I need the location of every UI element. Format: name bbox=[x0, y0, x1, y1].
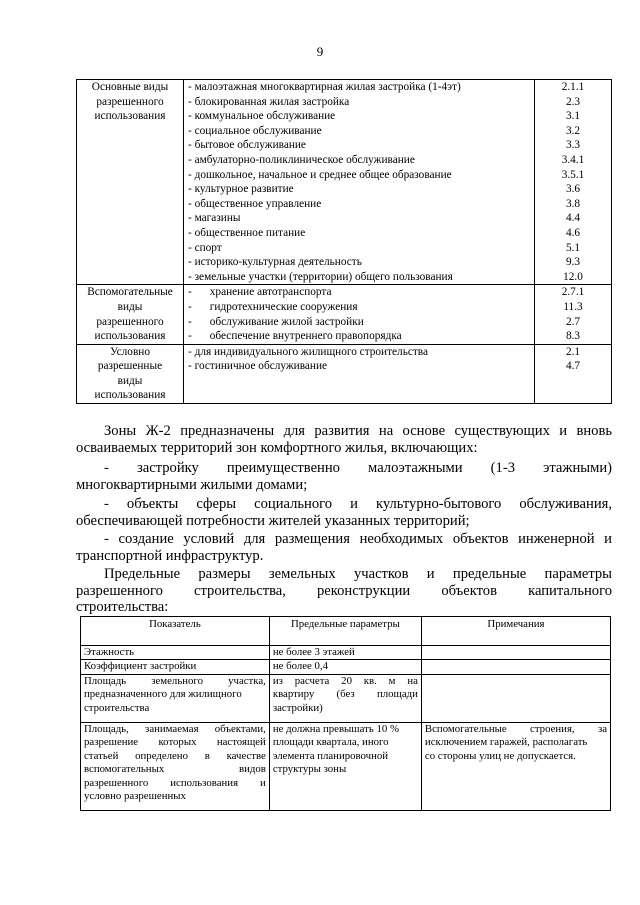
list-item: - блокированная жилая застройка bbox=[188, 95, 350, 108]
zone-item-paragraph bbox=[76, 460, 612, 493]
list-item-text: обслуживание жилой застройки bbox=[209, 315, 364, 328]
text-line: многоквартирными жилыми домами; bbox=[76, 476, 308, 493]
zone-item-paragraph bbox=[76, 496, 612, 529]
cell-line: вспомогательных видов bbox=[84, 763, 266, 776]
cell-line: Этажность bbox=[84, 646, 135, 658]
cell-line: Площадь земельного участка, bbox=[84, 674, 266, 687]
usage-code: 3.1 bbox=[565, 110, 581, 123]
text-line: строительства: bbox=[76, 599, 169, 616]
list-item: - дошкольное, начальное и среднее общее образование bbox=[188, 168, 452, 181]
indicator-cell bbox=[81, 674, 270, 722]
zone-usage-table bbox=[76, 79, 612, 404]
table-row bbox=[77, 80, 612, 285]
cell-line: со стороны улиц не допускается. bbox=[424, 749, 576, 762]
indicator-cell bbox=[81, 723, 270, 811]
list-item: - амбулаторно-поликлиническое обслуживание bbox=[188, 153, 415, 166]
category-line: разрешенного bbox=[96, 95, 164, 108]
usage-code: 3.4.1 bbox=[561, 153, 585, 166]
table-row bbox=[81, 660, 611, 674]
usage-code: 4.6 bbox=[565, 226, 581, 239]
text-line: - создание условий для размещения необходимых объектов инженерной и bbox=[104, 531, 612, 547]
list-item-text: гидротехнические сооружения bbox=[209, 300, 358, 313]
page-number: 9 bbox=[316, 44, 324, 59]
list-item: - общественное управление bbox=[188, 197, 322, 210]
list-item-text: обеспечение внутреннего правопорядка bbox=[209, 330, 402, 343]
list-item: - общественное питание bbox=[188, 226, 306, 239]
category-line: Вспомогательные bbox=[87, 286, 173, 299]
note-cell bbox=[421, 660, 610, 674]
usage-code: 12.0 bbox=[563, 270, 583, 283]
zone-item-paragraph bbox=[76, 531, 612, 564]
usage-code: 4.7 bbox=[565, 360, 581, 373]
usage-code: 2.1 bbox=[565, 345, 581, 358]
cell-line: разрешение которых настоящей bbox=[84, 736, 266, 749]
cell-line: не более 3 этажей bbox=[272, 646, 355, 658]
list-item: - земельные участки (территории) общего пользования bbox=[188, 270, 453, 283]
list-item: - хранение автотранспорта bbox=[188, 286, 332, 299]
indicator-cell bbox=[81, 660, 270, 674]
text-line: - объекты сферы социального и культурно-бытового обслуживания, bbox=[104, 496, 612, 512]
text-line: транспортной инфраструктур. bbox=[76, 547, 264, 564]
table-row bbox=[81, 723, 611, 811]
cell-line: Вспомогательные строения, за bbox=[424, 723, 607, 736]
cell-line: условно разрешенных bbox=[84, 790, 186, 803]
cell-line: структуры зоны bbox=[272, 763, 347, 776]
note-cell bbox=[421, 723, 610, 811]
list-item: - бытовое обслуживание bbox=[188, 139, 306, 152]
cell-line: застройки) bbox=[272, 701, 323, 714]
usage-code: 8.3 bbox=[565, 330, 581, 343]
column-header: Предельные параметры bbox=[269, 617, 421, 646]
usage-list-cell bbox=[184, 285, 535, 344]
list-item: - спорт bbox=[188, 241, 222, 254]
indicator-cell bbox=[81, 646, 270, 660]
usage-list-cell bbox=[184, 80, 535, 285]
category-cell bbox=[77, 344, 184, 403]
cell-line: предназначенного для жилищного bbox=[84, 688, 242, 701]
limit-cell bbox=[269, 674, 421, 722]
table-row bbox=[77, 285, 612, 344]
category-line: виды bbox=[117, 374, 143, 387]
cell-line: из расчета 20 кв. м на bbox=[272, 674, 418, 687]
list-item: - малоэтажная многоквартирная жилая застройка (1-4эт) bbox=[188, 81, 461, 93]
usage-code: 3.6 bbox=[565, 183, 581, 196]
list-item: - социальное обслуживание bbox=[188, 124, 322, 137]
usage-code: 9.3 bbox=[565, 256, 581, 269]
cell-line: разрешенного использования и bbox=[84, 776, 266, 789]
usage-code: 3.5.1 bbox=[561, 168, 585, 181]
usage-code: 2.1.1 bbox=[561, 81, 585, 93]
code-cell bbox=[535, 285, 612, 344]
usage-code: 2.7.1 bbox=[561, 286, 585, 299]
list-item: - культурное развитие bbox=[188, 183, 294, 196]
category-line: Основные виды bbox=[91, 81, 169, 93]
table-row bbox=[81, 674, 611, 722]
category-cell bbox=[77, 80, 184, 285]
usage-code: 2.3 bbox=[565, 95, 581, 108]
table-row bbox=[81, 646, 611, 660]
limit-cell bbox=[269, 723, 421, 811]
table-row bbox=[77, 344, 612, 403]
text-line: обеспечивающей потребности жителей указанных территорий; bbox=[76, 512, 470, 529]
cell-line: элемента планировочной bbox=[272, 749, 389, 762]
code-cell bbox=[535, 344, 612, 403]
usage-list-cell bbox=[184, 344, 535, 403]
usage-code: 11.3 bbox=[563, 300, 583, 313]
category-line: разрешенного bbox=[96, 315, 164, 328]
list-item: - гостиничное обслуживание bbox=[188, 360, 328, 373]
category-line: использования bbox=[94, 110, 166, 123]
text-line: разрешенного строительства, реконструкции объектов капитального bbox=[76, 582, 612, 599]
limit-cell bbox=[269, 646, 421, 660]
text-line: Предельные размеры земельных участков и предельные параметры bbox=[104, 566, 612, 582]
list-item: - для индивидуального жилищного строительства bbox=[188, 345, 428, 358]
list-item: - обслуживание жилой застройки bbox=[188, 315, 364, 328]
cell-line: Коэффициент застройки bbox=[84, 660, 197, 673]
usage-code: 5.1 bbox=[565, 241, 581, 254]
list-item: - коммунальное обслуживание bbox=[188, 110, 336, 123]
limit-cell bbox=[269, 660, 421, 674]
cell-line: квартиру (без площади bbox=[272, 688, 418, 701]
cell-line: площади квартала, иного bbox=[272, 736, 389, 749]
usage-code: 3.3 bbox=[565, 139, 581, 152]
parameters-table bbox=[80, 616, 611, 811]
category-line: Условно bbox=[110, 345, 150, 358]
cell-line: Площадь, занимаемая объектами, bbox=[84, 723, 266, 736]
usage-code: 2.7 bbox=[565, 315, 581, 328]
zone-description-paragraph bbox=[76, 423, 612, 456]
cell-line: статьей определено в качестве bbox=[84, 749, 266, 762]
list-item: - гидротехнические сооружения bbox=[188, 300, 358, 313]
category-line: использования bbox=[94, 330, 166, 343]
limits-intro-paragraph bbox=[76, 566, 612, 616]
category-cell bbox=[77, 285, 184, 344]
usage-code: 3.8 bbox=[565, 197, 581, 210]
cell-line: исключением гаражей, располагать bbox=[424, 736, 588, 749]
list-item: - историко-культурная деятельность bbox=[188, 256, 362, 269]
list-item: - магазины bbox=[188, 212, 241, 225]
text-line: - застройку преимущественно малоэтажными (1-3 этажными) bbox=[104, 460, 612, 476]
list-item: - обеспечение внутреннего правопорядка bbox=[188, 330, 402, 343]
note-cell bbox=[421, 646, 610, 660]
column-header: Показатель bbox=[81, 617, 270, 646]
usage-code: 4.4 bbox=[565, 212, 581, 225]
text-line: осваиваемых территорий зон комфортного жилья, включающих: bbox=[76, 439, 478, 456]
cell-line: не должна превышать 10 % bbox=[272, 723, 399, 736]
note-cell bbox=[421, 674, 610, 722]
usage-code: 3.2 bbox=[565, 124, 581, 137]
list-item-text: хранение автотранспорта bbox=[209, 286, 332, 299]
table-header-row bbox=[81, 617, 611, 646]
code-cell bbox=[535, 80, 612, 285]
cell-line: строительства bbox=[84, 701, 150, 714]
cell-line: не более 0,4 bbox=[272, 660, 329, 673]
column-header: Примечания bbox=[421, 617, 610, 646]
category-line: использования bbox=[94, 389, 166, 402]
text-line: Зоны Ж-2 предназначены для развития на основе существующих и вновь bbox=[104, 423, 612, 439]
category-line: разрешенные bbox=[97, 360, 163, 373]
category-line: виды bbox=[117, 300, 143, 313]
